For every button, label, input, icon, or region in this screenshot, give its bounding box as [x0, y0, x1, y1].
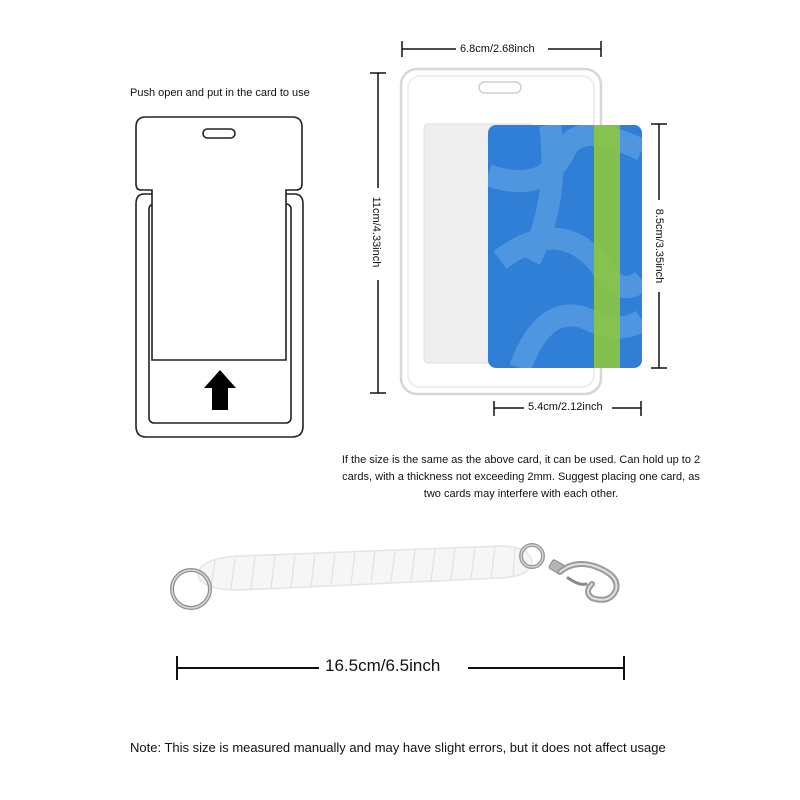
holder-width-label: 6.8cm/2.68inch: [460, 43, 535, 55]
lanyard-length-label: 16.5cm/6.5inch: [325, 656, 441, 675]
instruction-text: Push open and put in the card to use: [130, 87, 310, 99]
card-width-label: 5.4cm/2.12inch: [528, 401, 603, 413]
usage-note: If the size is the same as the above card, it can be used. Can hold up to 2 cards, with a thickness not exceeding 2mm. Suggest placing one card, as two cards may interfere with each other.: [341, 454, 701, 500]
keyring-icon: [172, 570, 210, 608]
card-height-label: 8.5cm/3.35inch: [653, 208, 665, 284]
blue-card: [488, 125, 642, 368]
holder-height-label: 11cm/4.33inch: [370, 196, 382, 268]
lobster-clasp-icon: [521, 545, 617, 600]
holder-slot-hole: [479, 82, 521, 93]
coil-lanyard: [172, 545, 617, 608]
footer-note: Note: This size is measured manually and may have slight errors, but it does not affect usage: [130, 740, 666, 755]
card-insert: [136, 117, 302, 360]
up-arrow-icon: [204, 370, 236, 410]
